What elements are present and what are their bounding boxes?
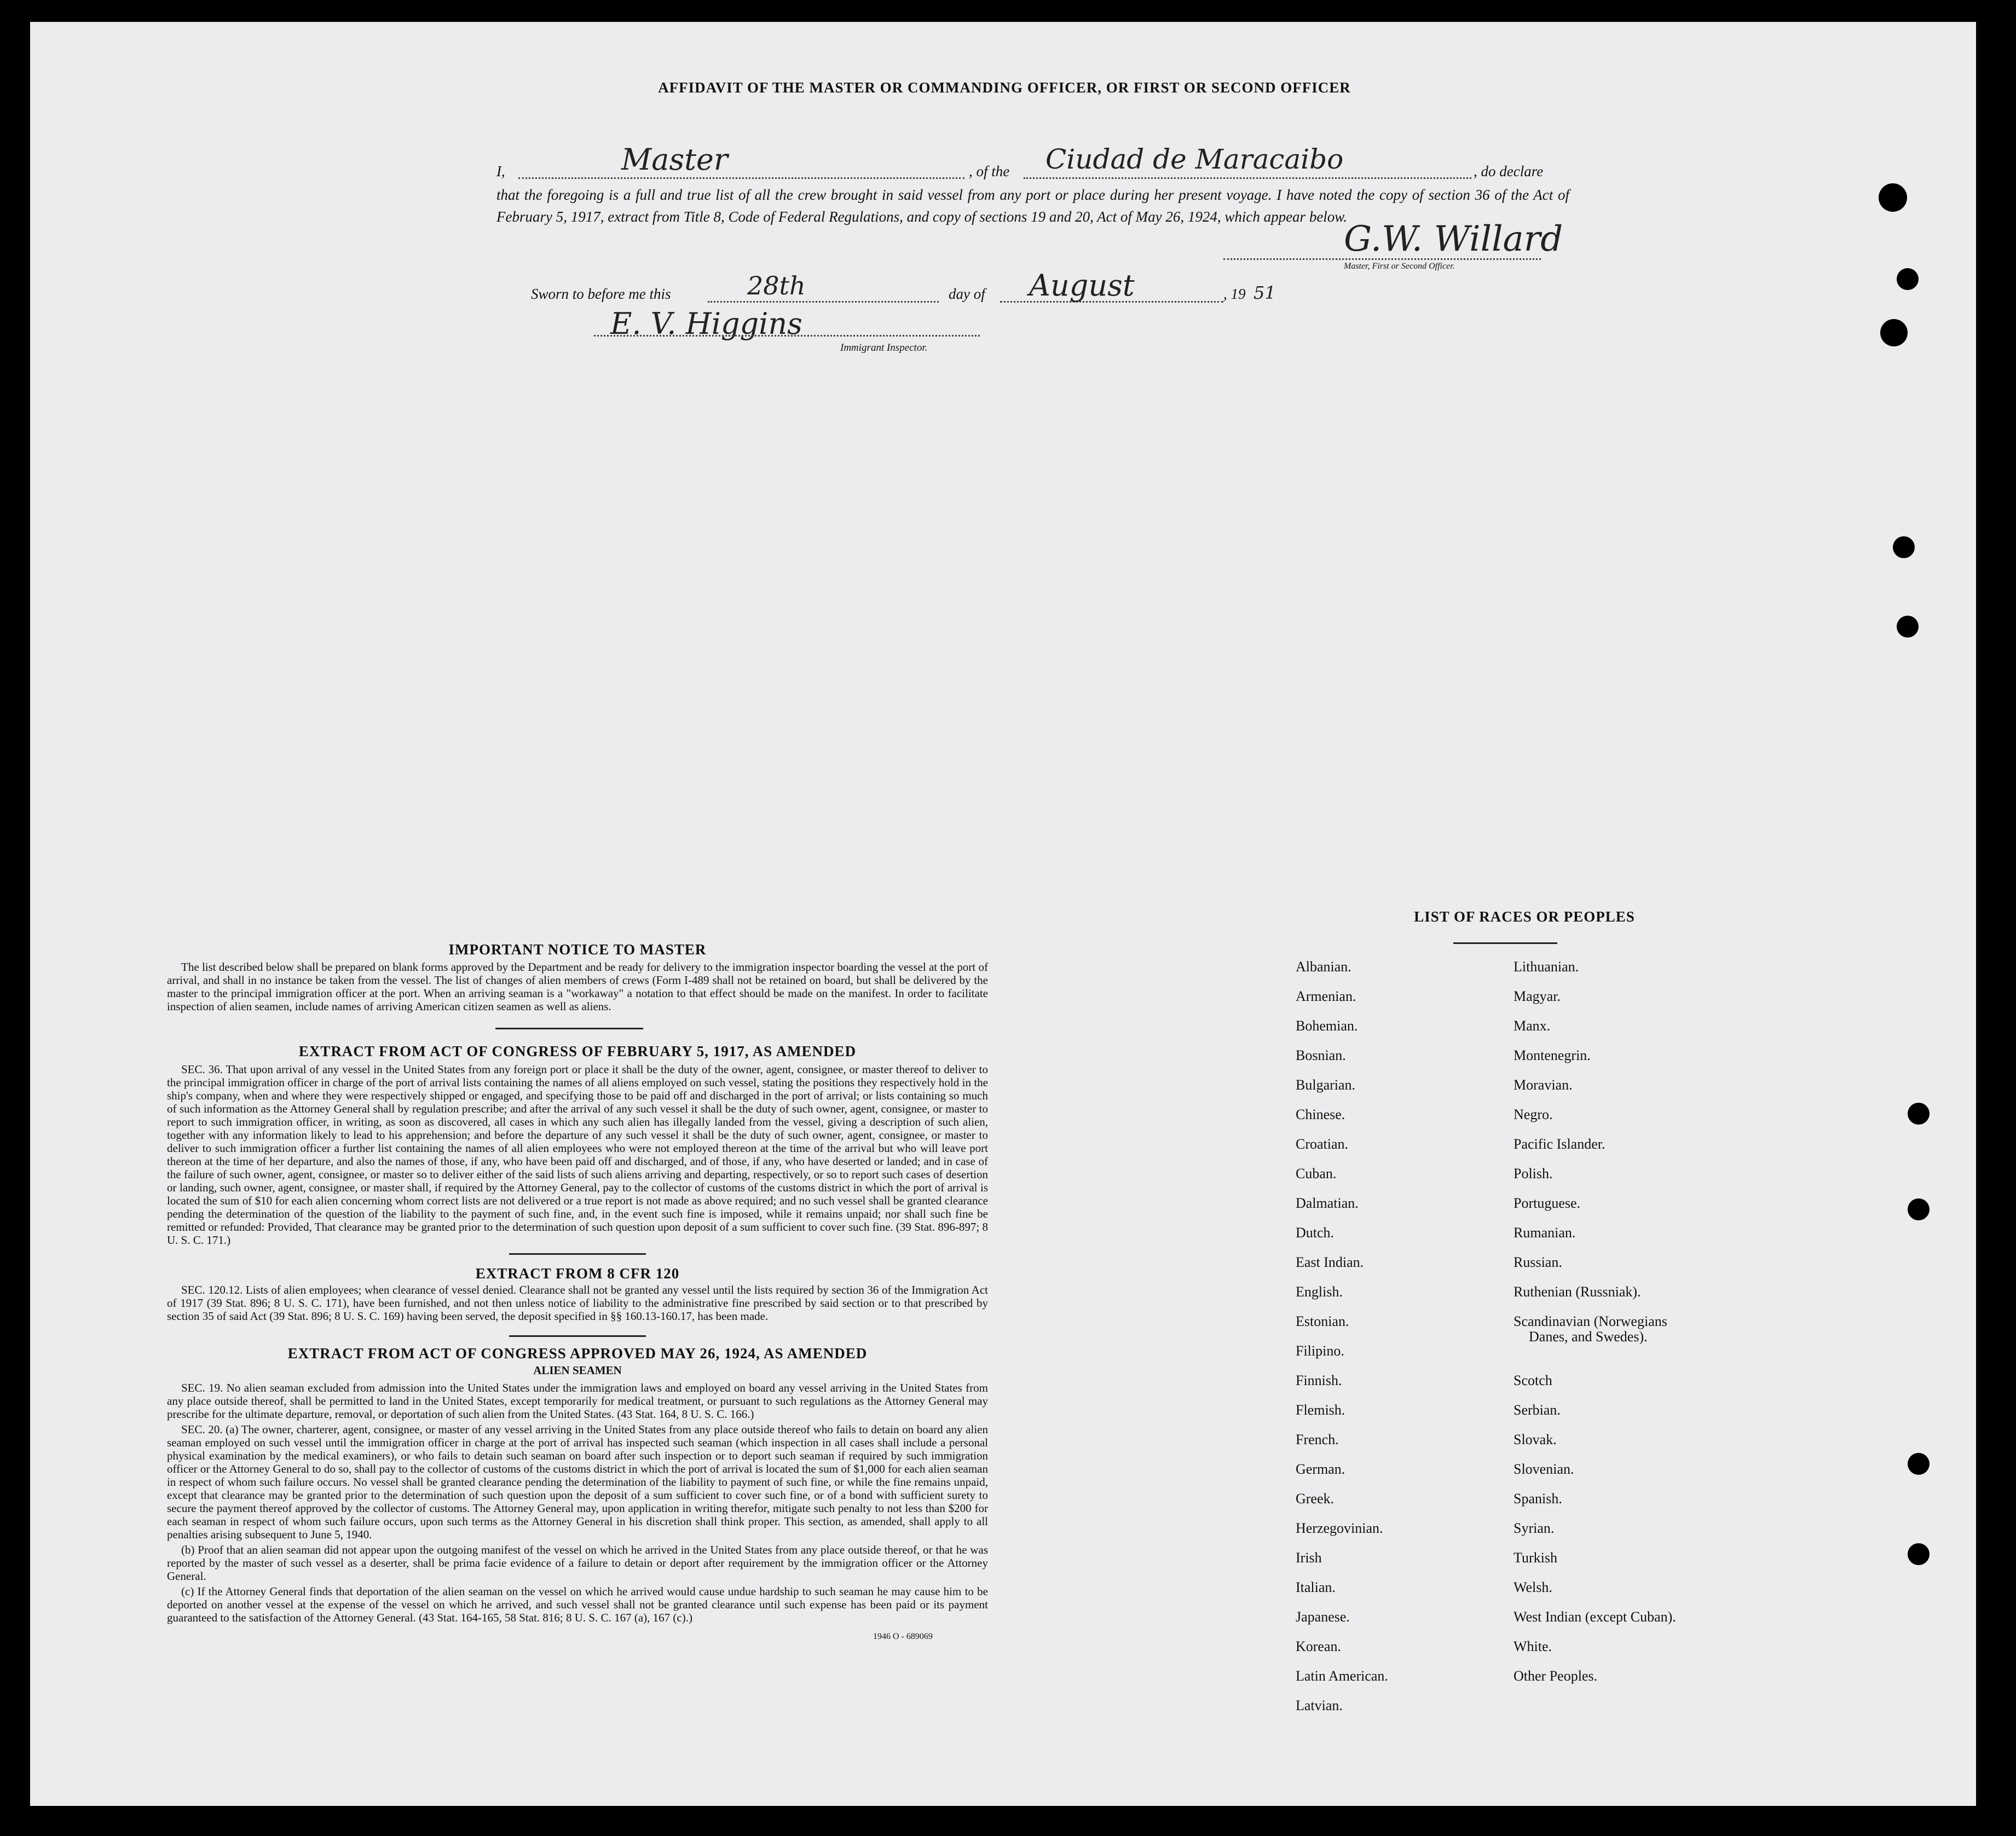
signature-line: [1223, 258, 1541, 260]
section-120-12-paragraph: SEC. 120.12. Lists of alien employees; when clearance of vessel denied. Clearance shall not be granted any vessel until the lists required by section 36 of the Immigration Act of 1917 (39 Stat. 896; 8 U. S. C. 171), have been furnished, and not then unless notice of liability to the administrative fine prescribed by said section or to that prescribed by section 35 of said Act (39 Stat. 896; 8 U. S. C. 169) having been served, the deposit specified in §§ 160.13-160.17, has been made.: [167, 1283, 988, 1323]
race-item: Magyar.: [1514, 988, 1561, 1004]
race-item: Moravian.: [1514, 1077, 1573, 1093]
race-item: Montenegrin.: [1514, 1047, 1591, 1063]
races-right-column: [1514, 959, 1676, 1698]
race-item: Manx.: [1514, 1018, 1551, 1034]
race-item: Slovak.: [1514, 1432, 1557, 1447]
alien-seamen-subtitle: ALIEN SEAMEN: [533, 1364, 622, 1377]
section-19-paragraph: SEC. 19. No alien seaman excluded from admission into the United States under the immigration laws and employed on board any vessel arriving in the United States from any place outside thereof, shall be permitted to land in the United States, except temporarily for medical treatment, or pursuant to such regulations as the Attorney General may prescribe for the ultimate departure, removal, or deportation of such alien from the United States. (43 Stat. 164, 8 U. S. C. 166.): [167, 1381, 988, 1421]
document-page: [30, 22, 1976, 1806]
inspector-line: [594, 335, 980, 337]
i-label: I,: [496, 163, 505, 179]
extract-cfr-title: EXTRACT FROM 8 CFR 120: [475, 1265, 680, 1282]
print-code: 1946 O - 689069: [873, 1632, 933, 1641]
race-item: Italian.: [1296, 1579, 1336, 1595]
race-item: Ruthenian (Russniak).: [1514, 1284, 1641, 1300]
inspector-caption: Immigrant Inspector.: [840, 342, 928, 354]
race-item: Portuguese.: [1514, 1195, 1581, 1211]
sworn-day: 28th: [747, 271, 806, 300]
race-item: Chinese.: [1296, 1107, 1345, 1122]
race-item: Flemish.: [1296, 1402, 1345, 1418]
race-item: Latvian.: [1296, 1698, 1343, 1713]
race-item: Albanian.: [1296, 959, 1351, 975]
race-item: French.: [1296, 1432, 1339, 1447]
sworn-month: August: [1029, 268, 1135, 303]
section-20b-paragraph: (b) Proof that an alien seaman did not appear upon the outgoing manifest of the vessel on which he arrived in the United States from any place outside thereof, or that he was reported by the master of such vessel as a deserter, shall be prima facie evidence of a failure to detain or deport after requirement by the immigration officer or the Attorney General.: [167, 1543, 988, 1583]
race-item: German.: [1296, 1461, 1345, 1477]
race-item: Polish.: [1514, 1166, 1553, 1181]
race-item: Welsh.: [1514, 1579, 1552, 1595]
punch-hole: [1908, 1198, 1930, 1220]
section-20a-paragraph: SEC. 20. (a) The owner, charterer, agent, consignee, or master of any vessel arriving in the United States from any place outside thereof who fails to detain on board any alien seaman employed on such vessel until the immigration officer in charge at the port of arrival has inspected such seaman (which inspection in all cases shall include a personal physical examination by the medical examiners), or who fails to detain such seaman on board after such inspection or to deport such seaman if required by such immigration officer or the Attorney General to do so, shall pay to the collector of customs of the customs district in which the port of arrival is located the sum of $1,000 for each alien seaman in respect of whom such failure occurs. No vessel shall be granted clearance pending the determination of the liability to payment of such fine, or while the fine remains unpaid, except that clearance may be granted prior to the determination of such question upon the deposit of a sum sufficient to cover such fine, or of a bond with sufficient surety to secure the payment thereof approved by the collector of customs. The Attorney General may, upon application in writing therefor, mitigate such penalty to not less than $200 for each seaman in respect of whom such failure occurs, upon such terms as the Attorney General in his discretion shall think proper. This section, as amended, shall apply to all penalties arising subsequent to June 5, 1940.: [167, 1423, 988, 1541]
master-signature: G.W. Willard: [1344, 219, 1563, 259]
affidavit-title: AFFIDAVIT OF THE MASTER OR COMMANDING OFFICER, OR FIRST OR SECOND OFFICER: [658, 79, 1351, 96]
race-item: Herzegovinian.: [1296, 1520, 1383, 1536]
race-item: Irish: [1296, 1550, 1322, 1566]
officer-line: [518, 177, 964, 179]
race-item: Pacific Islander.: [1514, 1136, 1605, 1152]
divider: [1453, 942, 1557, 944]
punch-hole: [1908, 1453, 1930, 1475]
notice-title: IMPORTANT NOTICE TO MASTER: [448, 941, 707, 958]
extract-1917-title: EXTRACT FROM ACT OF CONGRESS OF FEBRUARY 5, 1917, AS AMENDED: [298, 1043, 857, 1059]
race-item: Cuban.: [1296, 1166, 1337, 1181]
year-prefix: , 19: [1223, 286, 1246, 302]
race-item: Armenian.: [1296, 988, 1356, 1004]
sworn-label: Sworn to before me this: [531, 286, 671, 302]
race-item: Dalmatian.: [1296, 1195, 1359, 1211]
race-item: Dutch.: [1296, 1225, 1335, 1241]
race-item: Greek.: [1296, 1491, 1335, 1507]
punch-hole: [1908, 1543, 1930, 1565]
section-20c-paragraph: (c) If the Attorney General finds that deportation of the alien seaman on the vessel on which he arrived would cause undue hardship to such seaman he may cause him to be deported on another vessel at the expense of the vessel on which he arrived, and such vessel shall not be granted clearance until such expense has been paid or its payment guaranteed to the satisfaction of the Attorney General. (43 Stat. 164-165, 58 Stat. 816; 8 U. S. C. 167 (a), 167 (c).): [167, 1585, 988, 1624]
race-item: Other Peoples.: [1514, 1668, 1598, 1684]
race-item: Negro.: [1514, 1107, 1553, 1122]
race-item: White.: [1514, 1638, 1552, 1654]
punch-hole: [1908, 1103, 1930, 1125]
race-item: Finnish.: [1296, 1372, 1342, 1388]
race-item: Bohemian.: [1296, 1018, 1358, 1034]
race-item: Danes, and Swedes).: [1529, 1329, 1648, 1345]
race-item: West Indian (except Cuban).: [1514, 1609, 1676, 1625]
race-item: Latin American.: [1296, 1668, 1388, 1684]
officer-handwritten: Master: [621, 142, 728, 177]
race-item: Estonian.: [1296, 1313, 1349, 1329]
race-item: Bosnian.: [1296, 1047, 1346, 1063]
vessel-handwritten: Ciudad de Maracaibo: [1045, 143, 1344, 175]
affidavit-body: that the foregoing is a full and true list of all the crew brought in said vessel from any port or place during her present voyage. I have noted the copy of section 36 of the Act of February 5, 1917, extract from Title 8, Code of Federal Regulations, and copy of sections 19 and 20, Act of May 26, 1924, which appear below.: [496, 187, 1569, 225]
extract-1924-title: EXTRACT FROM ACT OF CONGRESS APPROVED MAY 26, 1924, AS AMENDED: [287, 1345, 868, 1362]
divider: [509, 1253, 646, 1255]
race-item: Spanish.: [1514, 1491, 1562, 1507]
race-item: Bulgarian.: [1296, 1077, 1356, 1093]
races-left-column: [1296, 959, 1388, 1727]
extract-cfr-text: [167, 1283, 988, 1325]
notice-paragraph: The list described below shall be prepared on blank forms approved by the Department and be ready for delivery to the immigration inspector boarding the vessel at the port of arrival, and shall in no instance be taken from the vessel. The list of changes of alien members of crews (Form I-489 shall not be retained on board, but shall be delivered by the master to the principal immigration officer at the port. When an arriving seaman is a "workaway" a notation to that effect should be made on the manifest. In order to facilitate inspection of alien seamen, include names of arriving American citizen seamen as well as aliens.: [167, 960, 988, 1013]
race-item: Filipino.: [1296, 1343, 1344, 1359]
sworn-year: 51: [1253, 282, 1276, 303]
divider: [509, 1335, 646, 1337]
race-item: Turkish: [1514, 1550, 1557, 1566]
notice-text: [167, 960, 988, 1015]
race-item: Scandinavian (Norwegians: [1514, 1313, 1667, 1329]
day-of-label: day of: [949, 286, 985, 302]
race-item: Slovenian.: [1514, 1461, 1574, 1477]
race-item: English.: [1296, 1284, 1343, 1300]
day-line: [708, 301, 939, 303]
inspector-signature: E. V. Higgins: [610, 306, 802, 341]
race-item: Croatian.: [1296, 1136, 1349, 1152]
do-declare-label: , do declare: [1474, 163, 1544, 179]
of-the-label: , of the: [969, 163, 1010, 179]
divider: [495, 1028, 643, 1029]
race-item: Scotch: [1514, 1372, 1552, 1388]
punch-hole: [1879, 183, 1907, 212]
punch-hole: [1880, 319, 1908, 346]
race-item: Syrian.: [1514, 1520, 1555, 1536]
punch-hole: [1893, 536, 1915, 558]
race-item: Russian.: [1514, 1254, 1562, 1270]
race-item: Korean.: [1296, 1638, 1342, 1654]
section-36-paragraph: SEC. 36. That upon arrival of any vessel in the United States from any foreign port or place it shall be the duty of the owner, agent, consignee, or master thereof to deliver to the principal immigration officer in charge of the port of arrival lists containing the names of all aliens employed on such vessel, stating the positions they respectively hold in the ship's company, when and where they were respectively shipped or engaged, and specifying those to be paid off and discharged in the port of arrival; or lists containing so much of such information as the Attorney General shall by regulation prescribe; and after the arrival of any such vessel it shall be the duty of such owner, agent, consignee, or master to report to such immigration officer, in writing, as soon as discovered, all cases in which any such alien has illegally landed from the vessel, giving a description of such alien, together with any information likely to lead to his apprehension; and before the departure of any such vessel it shall be the duty of such owner, agent, consignee, or master to deliver to such immigration officer a further list containing the names of all alien employees who were not employed thereon at the time of the arrival but who will leave port thereon at the time of her departure, and also the names of those, if any, who have been paid off and discharged, and of those, if any, who have deserted or landed; and in case of the failure of such owner, agent, consignee, or master so to deliver either of the said lists of such aliens arriving and departing, respectively, or so to report such cases of desertion or landing, such owner, agent, consignee, or master shall, if required by the Attorney General, pay to the collector of customs of the customs district in which the port of arrival is located the sum of $10 for each alien concerning whom correct lists are not delivered or a true report is not made as above required; and no such vessel shall be granted clearance pending the determination of the question of the liability to the payment of such fine, and, in the event such fine is imposed, while it remains unpaid; nor shall such fine be remitted or refunded: Provided, That clearance may be granted prior to the determination of such question upon deposit of a sum sufficient to cover such fine. (39 Stat. 896-897; 8 U. S. C. 171.): [167, 1063, 988, 1247]
extract-1924-text: [167, 1381, 988, 1626]
punch-hole: [1897, 268, 1919, 290]
race-item: Japanese.: [1296, 1609, 1350, 1625]
races-title: LIST OF RACES OR PEOPLES: [1414, 908, 1635, 925]
race-item: Serbian.: [1514, 1402, 1561, 1418]
race-item: Rumanian.: [1514, 1225, 1576, 1241]
extract-1917-text: [167, 1063, 988, 1249]
punch-hole: [1897, 616, 1919, 638]
race-item: East Indian.: [1296, 1254, 1364, 1270]
vessel-line: [1024, 177, 1471, 179]
signature-caption: Master, First or Second Officer.: [1344, 262, 1455, 271]
race-item: Lithuanian.: [1514, 959, 1579, 975]
